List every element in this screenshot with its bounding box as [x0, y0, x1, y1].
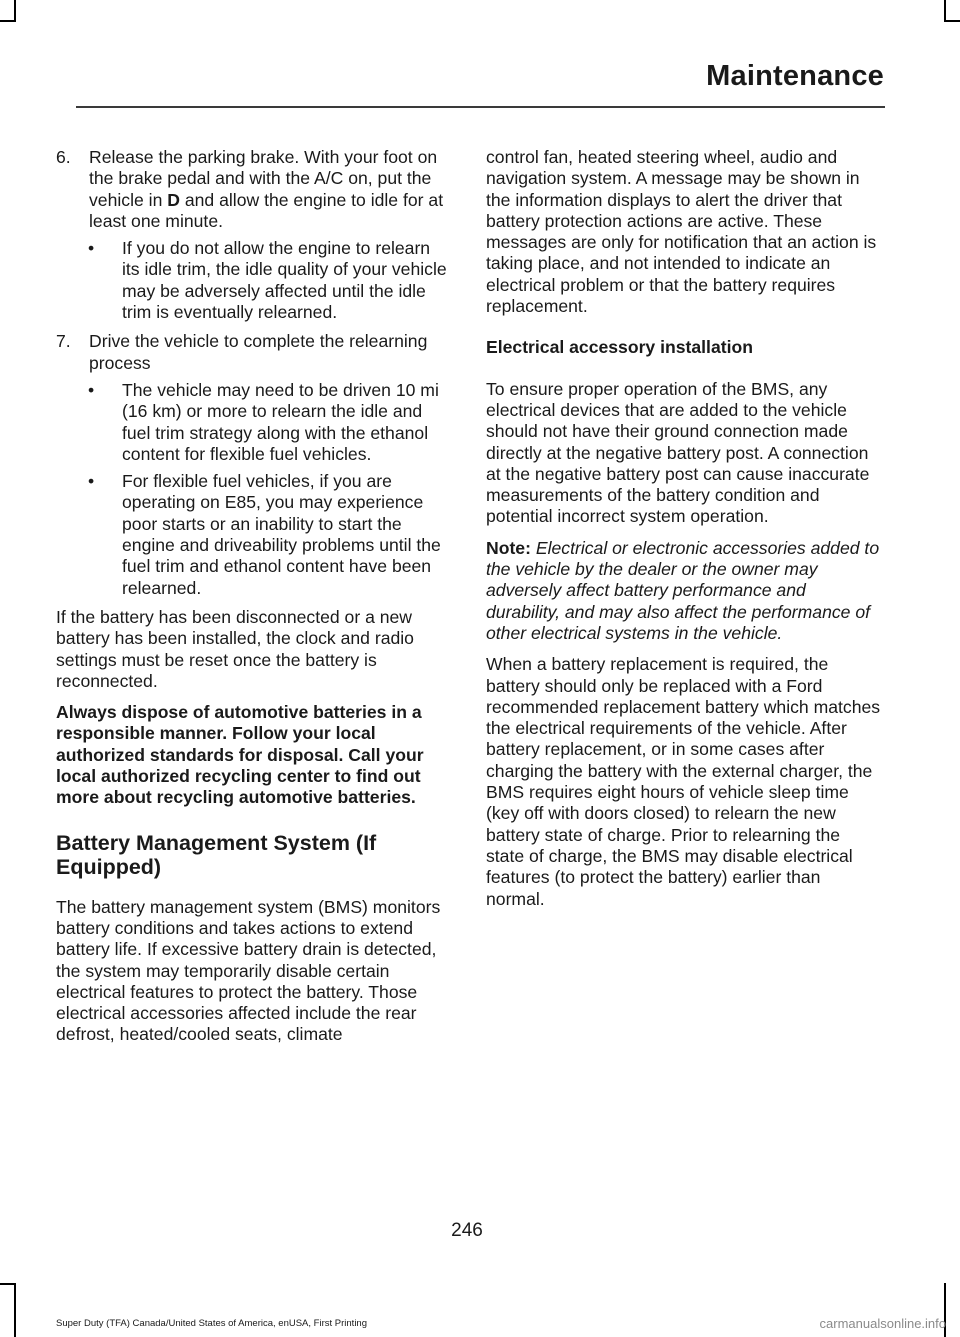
section-heading: Battery Management System (If Equipped) [56, 830, 377, 879]
crop-mark [0, 1283, 16, 1285]
crop-mark [14, 1283, 16, 1337]
paragraph-bms: The battery management system (BMS) monitors battery conditions and takes actions to extend battery life. If excessive battery drain is detected, the system may temporarily disable certain electrical features to protect the battery. Those electrical accessories affected include the rear defrost, heated/cooled seats, climate [56, 896, 441, 1045]
note-label: Note: [486, 537, 531, 558]
paragraph-continuation: control fan, heated steering wheel, audio and navigation system. A message may be shown in the information displays to alert the driver that battery protection actions are active. These messages are only for notification that an action is taking place, and not intended to indicate an electrical problem or that the battery requires replacement. [486, 147, 877, 317]
paragraph-replacement: When a battery replacement is required, the battery should only be replaced with a Ford recommended replacement battery which matches the electrical requirements of the vehicle. After battery replacement, or in some cases after charging the battery with the external charger, the BMS requires eight hours of vehicle sleep time (key off with doors closed) to relearn the new battery state of charge. Prior to relearning the state of charge, the BMS may disable electrical features (to protect the battery) earlier than normal. [486, 654, 881, 909]
crop-mark [14, 0, 16, 22]
page-number: 246 [451, 1220, 483, 1241]
paragraph-install: To ensure proper operation of the BMS, any electrical devices that are added to the vehicle should not have their ground connection made directly at the negative battery post. A connection at the negative battery post can cause inaccurate measurements of the battery condition and potential incorrect system operation. [486, 378, 870, 527]
bullet-list [89, 380, 450, 599]
step-number: 6. [56, 147, 71, 167]
left-column [56, 147, 450, 1056]
crop-mark [944, 0, 946, 22]
watermark: carmanualsonline.info [819, 1316, 946, 1331]
note [486, 538, 882, 644]
step-7 [56, 331, 450, 599]
page-title: Maintenance [706, 60, 884, 92]
bullet-list [89, 238, 450, 323]
bullet-text: If you do not allow the engine to relearn its idle trim, the idle quality of your vehicle may be adversely affected until the idle trim is eventually relearned. [122, 238, 447, 323]
list-item [56, 380, 450, 465]
step-number: 7. [56, 331, 71, 352]
step-text: and allow the engine to idle for at least one minute. [89, 189, 444, 231]
sub-heading: Electrical accessory installation [486, 337, 753, 358]
bullet-icon: • [88, 471, 95, 492]
crop-mark [0, 20, 16, 22]
bullet-icon: • [88, 238, 95, 259]
gear-label: D [167, 189, 180, 210]
paragraph-reconnect: If the battery has been disconnected or a new battery has been installed, the clock and radio settings must be reset once the battery is reconnected. [56, 606, 414, 691]
note-text: Electrical or electronic accessories added to the vehicle by the dealer or the owner may adversely affect battery performance and durability, and may also affect the performance of other electrical systems in the vehicle. [486, 537, 880, 643]
bullet-text: The vehicle may need to be driven 10 mi (16 km) or more to relearn the idle and fuel trim strategy along with the ethanol content for flexible fuel vehicles. [122, 379, 439, 464]
step-text: Release the parking brake. With your foot on the brake pedal and with the A/C on, put the vehicle in [89, 147, 438, 210]
header-divider [76, 106, 885, 108]
step-text: Drive the vehicle to complete the relearning process [89, 331, 428, 373]
bullet-text: For flexible fuel vehicles, if you are operating on E85, you may experience poor starts or an inability to start the engine and driveability problems until the fuel trim and ethanol content have been relearned. [122, 471, 441, 598]
crop-mark [944, 20, 960, 22]
list-item [56, 238, 450, 323]
bullet-icon: • [88, 379, 95, 400]
list-item [56, 471, 450, 599]
edition-footer: Super Duty (TFA) Canada/United States of America, enUSA, First Printing [56, 1318, 367, 1329]
right-column [486, 147, 882, 920]
paragraph-dispose: Always dispose of automotive batteries in a responsible manner. Follow your local authorized standards for disposal. Call your local authorized recycling center to find out more about recycling automotive batteries. [56, 702, 424, 808]
step-6 [56, 147, 450, 323]
